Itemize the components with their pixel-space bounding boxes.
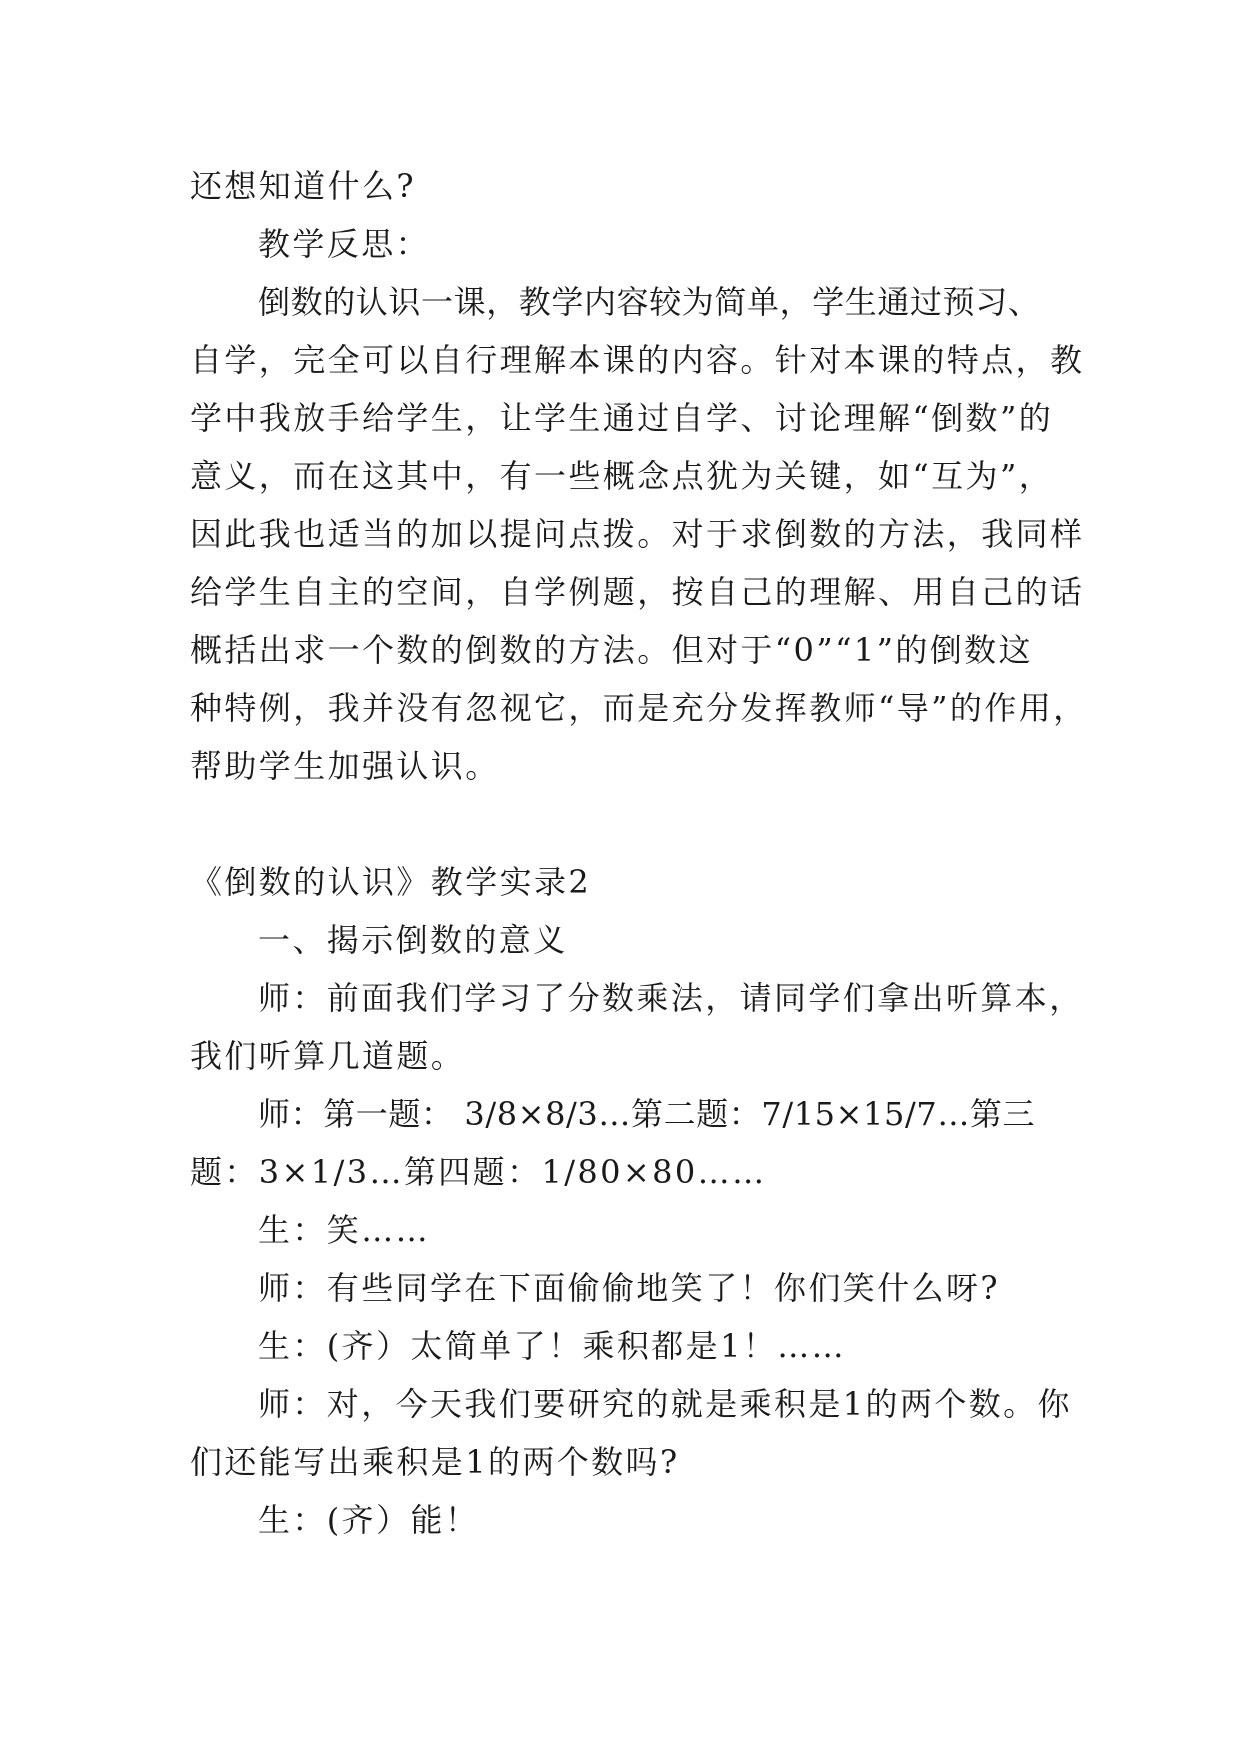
text-line: 生：(齐）能！	[258, 1501, 480, 1539]
text-line: 给学生自主的空间，自学例题，按自己的理解、用自己的话	[190, 573, 1085, 611]
text-line: 生：(齐）太简单了！乘积都是1！……	[258, 1327, 847, 1365]
text-line: 生：笑……	[258, 1211, 431, 1249]
text-line: 们还能写出乘积是1的两个数吗?	[190, 1443, 680, 1481]
section-heading: 一、揭示倒数的意义	[258, 921, 568, 959]
text-line: 概括出求一个数的倒数的方法。但对于“0”“1”的倒数这	[190, 631, 1033, 669]
text-line: 师：前面我们学习了分数乘法，请同学们拿出听算本，	[258, 979, 1084, 1017]
text-line: 师：对，今天我们要研究的就是乘积是1的两个数。你	[258, 1385, 1072, 1423]
text-line: 自学，完全可以自行理解本课的内容。针对本课的特点，教	[190, 341, 1085, 379]
text-line: 师：有些同学在下面偷偷地笑了！你们笑什么呀?	[258, 1269, 1000, 1307]
text-line: 师：第一题： 3/8×8/3…第二题：7/15×15/7…第三	[258, 1095, 1036, 1133]
text-line: 因此我也适当的加以提问点拨。对于求倒数的方法，我同样	[190, 515, 1085, 553]
text-line: 学中我放手给学生，让学生通过自学、讨论理解“倒数”的	[190, 399, 1054, 437]
text-line: 种特例，我并没有忽视它，而是充分发挥教师“导”的作用，	[190, 689, 1088, 727]
text-line: 还想知道什么?	[190, 167, 416, 205]
text-line: 意义，而在这其中，有一些概念点犹为关键，如“互为”，	[190, 457, 1054, 495]
text-line: 我们听算几道题。	[190, 1037, 466, 1075]
text-line: 帮助学生加强认识。	[190, 747, 500, 785]
section-heading-reflection: 教学反思：	[258, 225, 431, 263]
text-line: 倒数的认识一课，教学内容较为简单，学生通过预习、	[258, 283, 1041, 321]
text-line: 题：3×1/3…第四题：1/80×80……	[190, 1153, 767, 1191]
document-title: 《倒数的认识》教学实录2	[190, 863, 592, 901]
